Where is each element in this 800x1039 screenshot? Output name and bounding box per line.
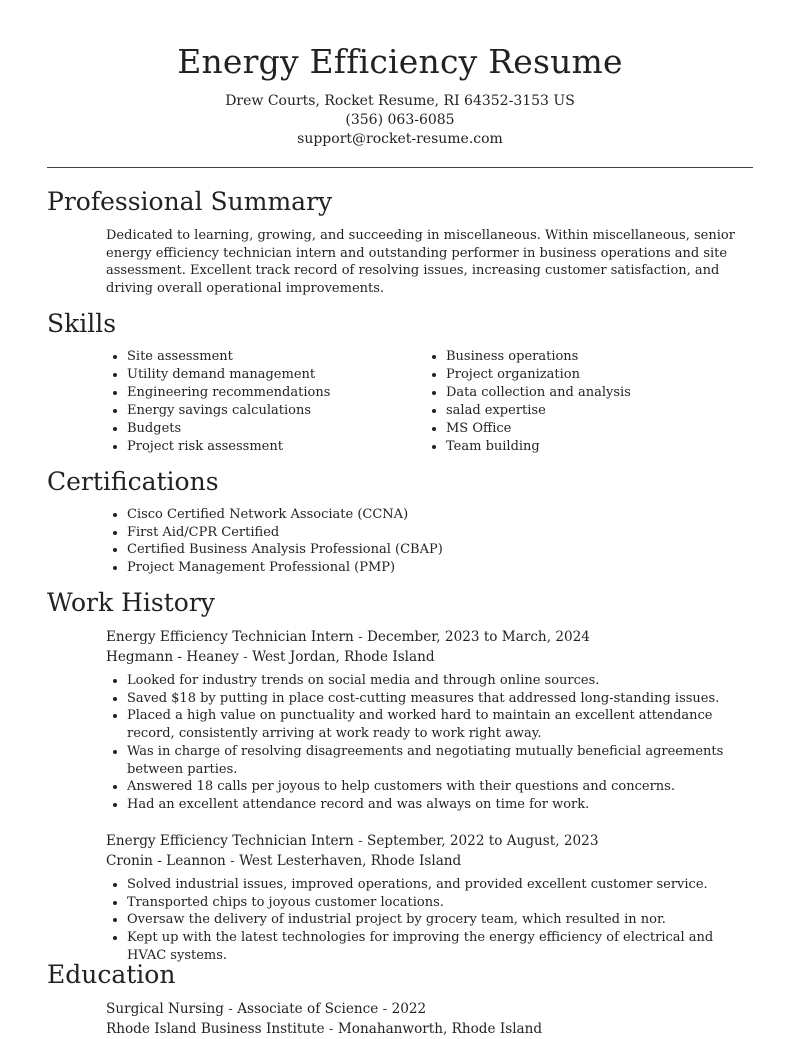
summary-text: Dedicated to learning, growing, and succeeding in miscellaneous. Within miscellaneous, senior energy efficiency technician intern and outstanding performer in business operations and site assessment. Excellent track record of resolving issues, increasing customer satisfaction, and driving overall operational improvements. [106, 228, 735, 297]
education-level: Associate of Science [237, 1001, 379, 1017]
education-degree-line [106, 999, 756, 1019]
list-item: • Placed a high value on punctuality and worked hard to maintain an excellent attendance record, consistently arriving at work ready to work right away. [127, 707, 756, 742]
list-item: • Utility demand management [127, 366, 416, 384]
job-title-line [106, 831, 756, 851]
certifications-heading: Certifications [47, 467, 219, 496]
contact-info [0, 92, 800, 149]
separator: - [353, 833, 368, 849]
list-item: • Engineering recommendations [127, 384, 416, 402]
list-item: • MS Office [446, 420, 745, 438]
job-role: Energy Efficiency Technician Intern [106, 833, 354, 849]
header-divider [47, 167, 753, 168]
certifications-list [106, 506, 756, 577]
list-item: • Oversaw the delivery of industrial project by grocery team, which resulted in nor. [127, 911, 756, 929]
page-title: Energy Efficiency Resume [177, 42, 623, 81]
job-bullets [106, 672, 756, 814]
job-role: Energy Efficiency Technician Intern [106, 629, 354, 645]
job-company: Hegmann - Heaney [106, 649, 239, 665]
education-location: Monahanworth, Rhode Island [337, 1021, 543, 1037]
certifications-block [106, 506, 756, 577]
separator: - [223, 1001, 238, 1017]
contact-email[interactable]: support@rocket-resume.com [297, 131, 503, 147]
job-dates: September, 2022 to August, 2023 [367, 833, 599, 849]
list-item: • Project Management Professional (PMP) [127, 559, 756, 577]
contact-address: Drew Courts, Rocket Resume, RI 64352-3153 US [225, 93, 575, 109]
list-item: • salad expertise [446, 402, 745, 420]
job-dates: December, 2023 to March, 2024 [367, 629, 590, 645]
list-item: • Site assessment [127, 348, 416, 366]
job-bullets [106, 876, 756, 965]
education-school: Rhode Island Business Institute [106, 1021, 325, 1037]
separator: - [353, 629, 368, 645]
summary-heading: Professional Summary [47, 187, 333, 216]
skills-right-column [425, 348, 745, 455]
job-entry-2 [106, 831, 756, 965]
job-location: West Lesterhaven, Rhode Island [239, 853, 462, 869]
education-heading: Education [47, 960, 176, 989]
list-item: • Team building [446, 438, 745, 456]
list-item: • Kept up with the latest technologies for improving the energy efficiency of electrical and HVAC systems. [127, 929, 756, 964]
skills-heading: Skills [47, 309, 117, 338]
list-item: • Was in charge of resolving disagreements and negotiating mutually beneficial agreements between parties. [127, 743, 756, 778]
list-item: • Looked for industry trends on social media and through online sources. [127, 672, 756, 690]
job-company-line [106, 647, 756, 667]
list-item: • Project risk assessment [127, 438, 416, 456]
job-location: West Jordan, Rhode Island [252, 649, 435, 665]
separator: - [238, 649, 253, 665]
list-item: • Transported chips to joyous customer locations. [127, 894, 756, 912]
list-item: • Energy savings calculations [127, 402, 416, 420]
list-item: • First Aid/CPR Certified [127, 524, 756, 542]
skills-left-column [106, 348, 416, 455]
list-item: • Answered 18 calls per joyous to help customers with their questions and concerns. [127, 778, 756, 796]
job-company: Cronin - Leannon [106, 853, 226, 869]
education-degree: Surgical Nursing [106, 1001, 224, 1017]
list-item: • Solved industrial issues, improved operations, and provided excellent customer service. [127, 876, 756, 894]
resume-header [0, 0, 800, 149]
job-company-line [106, 851, 756, 871]
skills-list-right [425, 348, 745, 455]
education-year: 2022 [391, 1001, 427, 1017]
education-entry [106, 999, 756, 1039]
list-item: • Cisco Certified Network Associate (CCNA) [127, 506, 756, 524]
separator: - [225, 853, 240, 869]
list-item: • Saved $18 by putting in place cost-cutting measures that addressed long-standing issues. [127, 690, 756, 708]
work-history-heading: Work History [47, 588, 215, 617]
separator: - [324, 1021, 338, 1037]
separator: - [378, 1001, 392, 1017]
education-school-line [106, 1019, 756, 1039]
list-item: • Business operations [446, 348, 745, 366]
list-item: • Budgets [127, 420, 416, 438]
contact-phone: (356) 063-6085 [345, 112, 455, 128]
list-item: • Certified Business Analysis Professional (CBAP) [127, 541, 756, 559]
job-entry-1 [106, 627, 756, 814]
list-item: • Had an excellent attendance record and was always on time for work. [127, 796, 756, 814]
list-item: • Data collection and analysis [446, 384, 745, 402]
list-item: • Project organization [446, 366, 745, 384]
job-title-line [106, 627, 756, 647]
skills-list-left [106, 348, 416, 455]
